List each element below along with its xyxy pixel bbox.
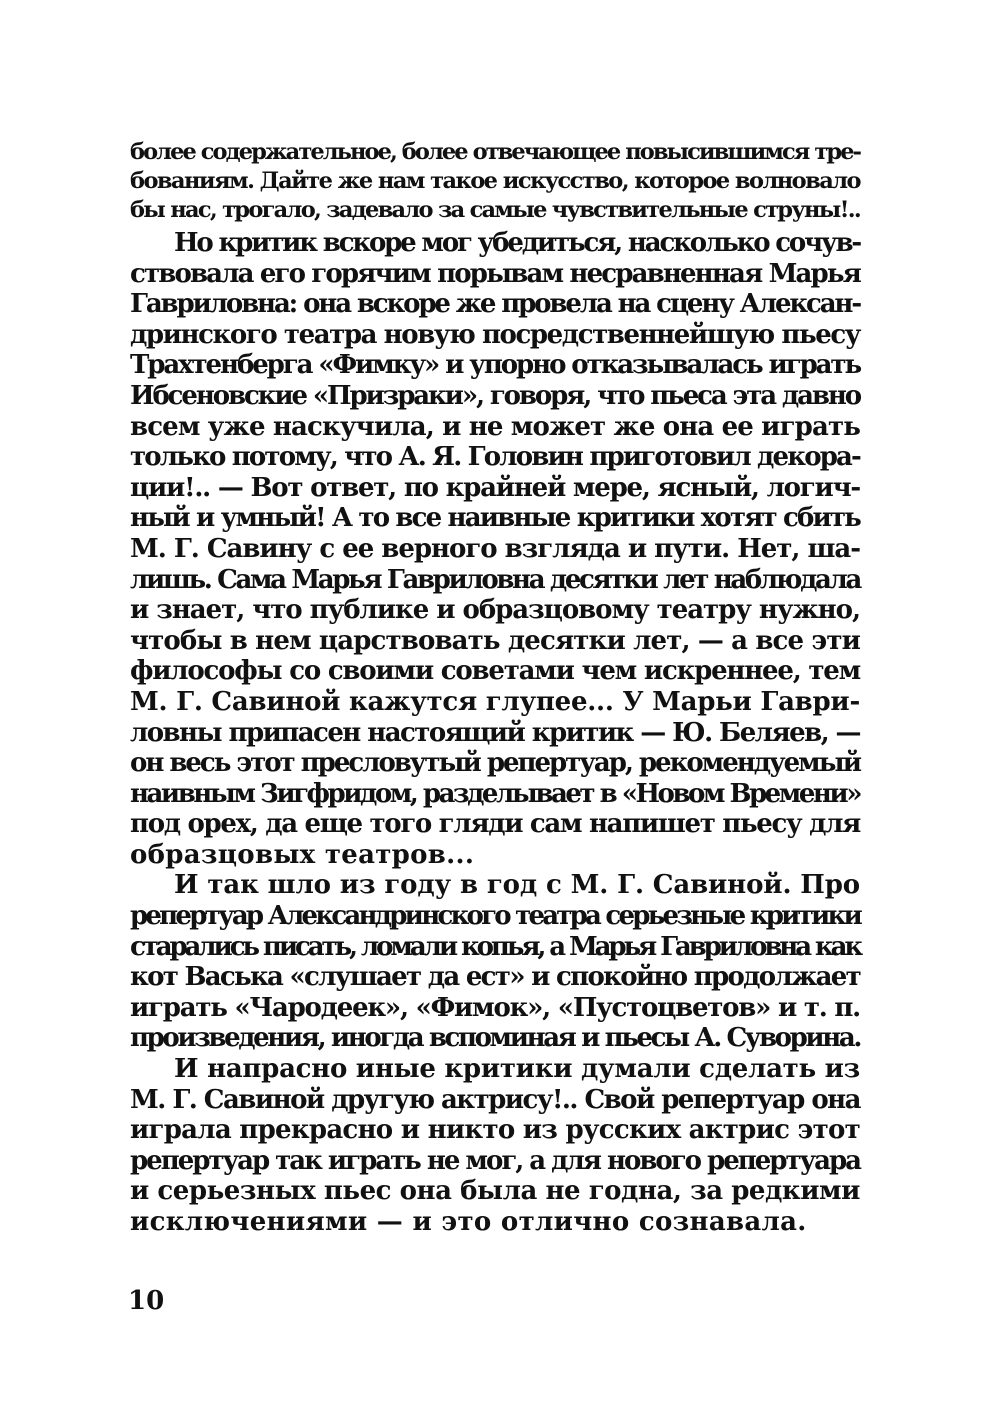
quote-line: бованиям. Дайте же нам такое искусство, которое волновало: [130, 168, 860, 194]
text-line: репертуар так играть не мог, а для нового репертуара: [130, 1145, 860, 1176]
quote-line: бы нас, трогало, задевало за самые чувствительные струны!..: [130, 197, 860, 223]
body-text: [130, 228, 860, 1238]
text-line: произведения, иногда вспоминая и пьесы А. Суворина.: [130, 1023, 860, 1054]
text-line: Трахтенберга «Фимку» и упорно отказывалась играть: [130, 350, 860, 381]
text-line: ствовала его горячим порывам несравненная Марья: [130, 258, 860, 289]
paragraph-1: [130, 228, 860, 870]
quote-line: более содержательное, более отвечающее повысившимся тре-: [130, 139, 860, 165]
text-line: и серьезных пьес она была не годна, за редкими: [130, 1176, 860, 1207]
text-line: всем уже наскучила, и не может же она ее играть: [130, 411, 860, 442]
text-line: старались писать, ломали копья, а Марья Гавриловна как: [130, 931, 860, 962]
text-line: М. Г. Савиной другую актрису!.. Свой репертуар она: [130, 1084, 860, 1115]
paragraph-3: [130, 1054, 860, 1238]
text-line: Ибсеновские «Призраки», говоря, что пьеса эта давно: [130, 380, 860, 411]
text-line: ции!.. — Вот ответ, по крайней мере, ясный, логич-: [130, 472, 860, 503]
text-line: репертуар Александринского театра серьезные критики: [130, 901, 860, 932]
text-line: чтобы в нем царствовать десятки лет, — а все эти: [130, 625, 860, 656]
text-line: исключениями — и это отлично сознавала.: [130, 1207, 807, 1237]
text-line: М. Г. Савиной кажутся глупее... У Марьи Гаври-: [130, 686, 860, 717]
text-line: М. Г. Савину с ее верного взгляда и пути. Нет, ша-: [130, 533, 860, 564]
paragraph-2: [130, 870, 860, 1054]
text-line: кот Васька «слушает да ест» и спокойно продолжает: [130, 962, 860, 993]
text-line: Гавриловна: она вскоре же провела на сцену Алексан-: [130, 289, 860, 320]
text-line: ный и умный! А то все наивные критики хотят сбить: [130, 503, 860, 534]
text-line: играть «Чародеек», «Фимок», «Пустоцветов» и т. п.: [130, 992, 860, 1023]
text-line: И так шло из году в год с М. Г. Савиной. Про: [174, 870, 860, 901]
page-number: 10: [128, 1286, 165, 1316]
text-line: под орех, да еще того гляди сам напишет пьесу для: [130, 809, 860, 840]
text-line: лишь. Сама Марья Гавриловна десятки лет наблюдала: [130, 564, 860, 595]
text-line: Но критик вскоре мог убедиться, насколько сочув-: [174, 228, 860, 258]
text-line: философы со своими советами чем искреннее, тем: [130, 656, 860, 687]
text-line: он весь этот пресловутый репертуар, рекомендуемый: [130, 748, 860, 779]
text-line: ловны припасен настоящий критик — Ю. Беляев, —: [130, 717, 860, 748]
quoted-passage: [130, 138, 860, 225]
text-line: наивным Зигфридом, разделывает в «Новом Времени»: [130, 778, 860, 809]
text-line: только потому, что А. Я. Головин приготовил декора-: [130, 442, 860, 473]
text-line: образцовых театров...: [130, 839, 475, 870]
text-line: играла прекрасно и никто из русских актрис этот: [130, 1115, 860, 1146]
text-line: И напрасно иные критики думали сделать из: [174, 1054, 860, 1085]
text-line: и знает, что публике и образцовому театру нужно,: [130, 595, 860, 626]
text-line: дринского театра новую посредственнейшую пьесу: [130, 319, 860, 350]
